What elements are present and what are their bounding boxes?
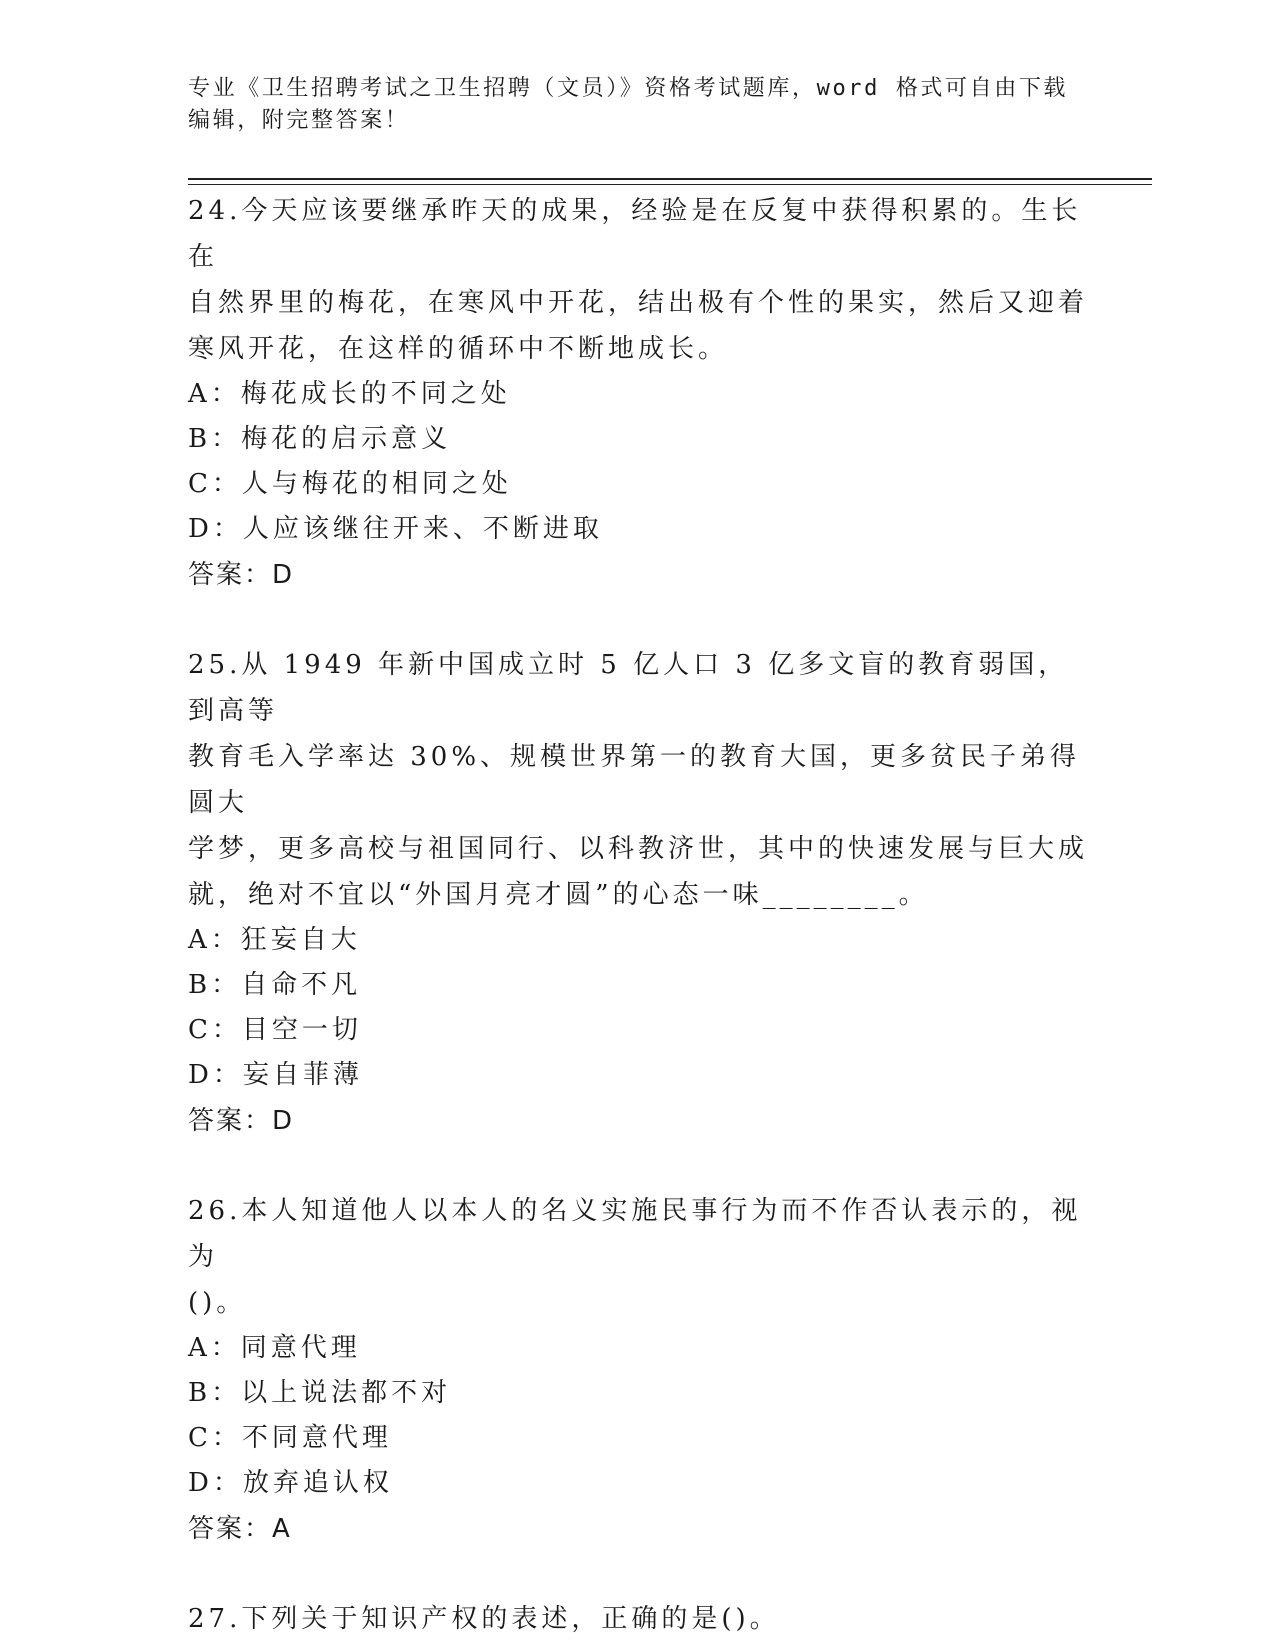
header-line-2: 编辑，附完整答案！ [188, 108, 410, 133]
question-27 [188, 1596, 1088, 1642]
option-b: B：梅花的启示意义 [188, 424, 452, 454]
question-stem-line: 自然界里的梅花，在寒风中开花，结出极有个性的果实，然后又迎着 [188, 288, 1089, 318]
question-stem-line: 25.从 1949 年新中国成立时 5 亿人口 3 亿多文盲的教育弱国，到高等 [188, 650, 1069, 726]
option-b: B：自命不凡 [188, 970, 362, 1000]
question-stem-line: 27.下列关于知识产权的表述，正确的是()。 [188, 1604, 780, 1634]
document-header [188, 73, 1088, 137]
answer-label: 答案：D [188, 1106, 295, 1136]
option-c: C：目空一切 [188, 1015, 362, 1045]
question-spacer [188, 1144, 1088, 1188]
question-stem-line: 就，绝对不宜以“外国月亮才圆”的心态一味________。 [188, 880, 929, 910]
answer-label: 答案：A [188, 1514, 292, 1544]
option-a: A：狂妄自大 [188, 925, 361, 955]
question-stem-line: 教育毛入学率达 30%、规模世界第一的教育大国，更多贫民子弟得圆大 [188, 742, 1081, 818]
header-divider-thick [188, 178, 1152, 180]
question-stem-line: 寒风开花，在这样的循环中不断地成长。 [188, 334, 729, 364]
question-24 [188, 188, 1088, 598]
answer-label: 答案：D [188, 560, 295, 590]
header-divider-thin [188, 184, 1152, 185]
question-spacer [188, 1552, 1088, 1596]
header-line-1: 专业《卫生招聘考试之卫生招聘（文员）》资格考试题库，word 格式可自由下载 [188, 76, 1069, 101]
option-a: A：梅花成长的不同之处 [188, 379, 511, 409]
option-b: B：以上说法都不对 [188, 1378, 452, 1408]
option-a: A：同意代理 [188, 1333, 361, 1363]
question-list [188, 188, 1088, 1642]
option-d: D：放弃追认权 [188, 1468, 393, 1498]
option-c: C：人与梅花的相同之处 [188, 469, 512, 499]
question-stem-line: 24.今天应该要继承昨天的成果，经验是在反复中获得积累的。生长在 [188, 196, 1082, 272]
question-26 [188, 1188, 1088, 1552]
question-stem-line: ()。 [188, 1288, 247, 1318]
option-d: D：妄自菲薄 [188, 1060, 363, 1090]
question-spacer [188, 598, 1088, 642]
question-stem-line: 学梦，更多高校与祖国同行、以科教济世，其中的快速发展与巨大成 [188, 834, 1089, 864]
option-d: D：人应该继往开来、不断进取 [188, 514, 603, 544]
question-stem-line: 26.本人知道他人以本人的名义实施民事行为而不作否认表示的，视为 [188, 1196, 1082, 1272]
question-25 [188, 642, 1088, 1144]
option-c: C：不同意代理 [188, 1423, 392, 1453]
